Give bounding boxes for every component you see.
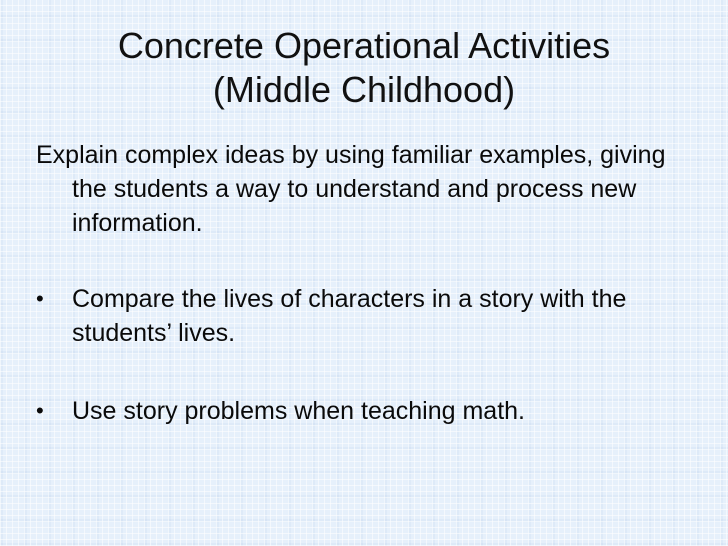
- title-line-2: (Middle Childhood): [212, 69, 516, 110]
- intro-paragraph: Explain complex ideas by using familiar examples, giving the students a way to understand and process new information.: [36, 141, 666, 237]
- bullet-text: Use story problems when teaching math.: [72, 397, 525, 425]
- bullet-item: [36, 282, 686, 350]
- title-line-1: Concrete Operational Activities: [117, 25, 611, 66]
- slide-title: [20, 24, 708, 112]
- bullet-icon: •: [36, 398, 44, 423]
- bullet-text: Compare the lives of characters in a story with the students’ lives.: [72, 285, 627, 347]
- bullet-item: [36, 394, 686, 428]
- slide-body: [36, 138, 686, 428]
- bullet-icon: •: [36, 286, 44, 311]
